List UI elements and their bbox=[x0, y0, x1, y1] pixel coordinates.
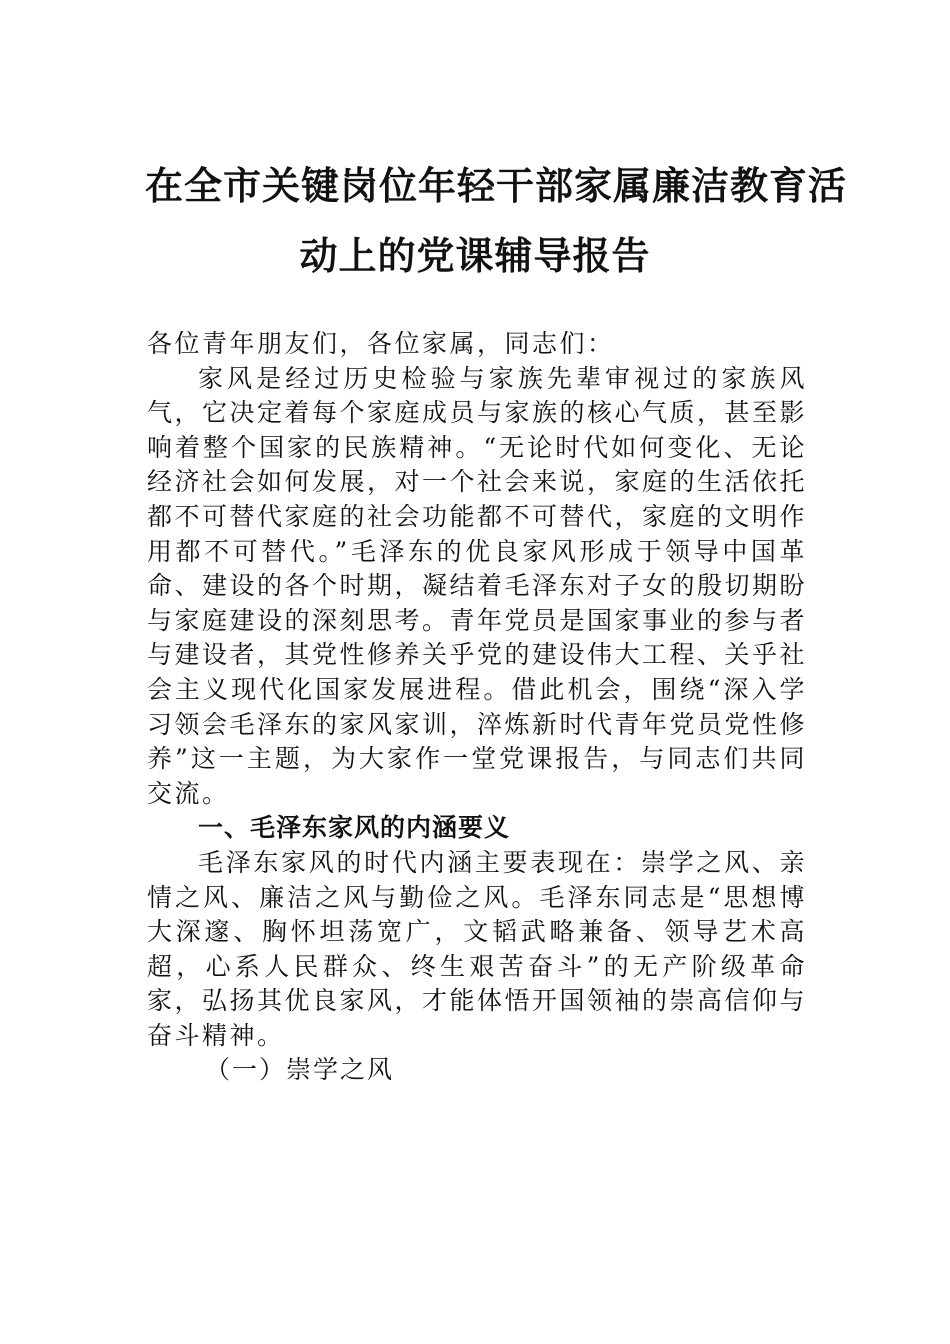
document-title-line-1: 在全市关键岗位年轻干部家属廉洁教育活 bbox=[145, 164, 848, 208]
section-heading: 一、毛泽东家风的内涵要义 bbox=[198, 813, 511, 843]
paragraph-section-one: 毛泽东家风的时代内涵主要表现在：崇学之风、亲情之风、廉洁之风与勤俭之风。毛泽东同志是“思想博大深邃、胸怀坦荡宽广，文韬武略兼备、领导艺术高超，心系人民群众、终生艰苦奋斗”的无产阶级革命家，弘扬其优良家风，才能体悟开国领袖的崇高信仰与奋斗精神。 bbox=[147, 847, 808, 1050]
salutation: 各位青年朋友们，各位家属，同志们： bbox=[147, 329, 615, 358]
document-body bbox=[147, 327, 807, 1088]
paragraph-introduction: 家风是经过历史检验与家族先辈审视过的家族风气，它决定着每个家庭成员与家族的核心气质，甚至影响着整个国家的民族精神。“无论时代如何变化、无论经济社会如何发展，对一个社会来说，家庭的生活依托都不可替代家庭的社会功能都不可替代，家庭的文明作用都不可替代。”毛泽东的优良家风形成于领导中国革命、建设的各个时期，凝结着毛泽东对子女的殷切期盼与家庭建设的深刻思考。青年党员是国家事业的参与者与建设者，其党性修养关乎党的建设伟大工程、关乎社会主义现代化国家发展进程。借此机会，围绕“深入学习领会毛泽东的家风家训，淬炼新时代青年党员党性修养”这一主题，为大家作一堂党课报告，与同志们共同交流。 bbox=[147, 363, 808, 808]
subsection-heading: （一）崇学之风 bbox=[205, 1055, 395, 1085]
document-title-line-2: 动上的党课辅导报告 bbox=[299, 234, 651, 278]
